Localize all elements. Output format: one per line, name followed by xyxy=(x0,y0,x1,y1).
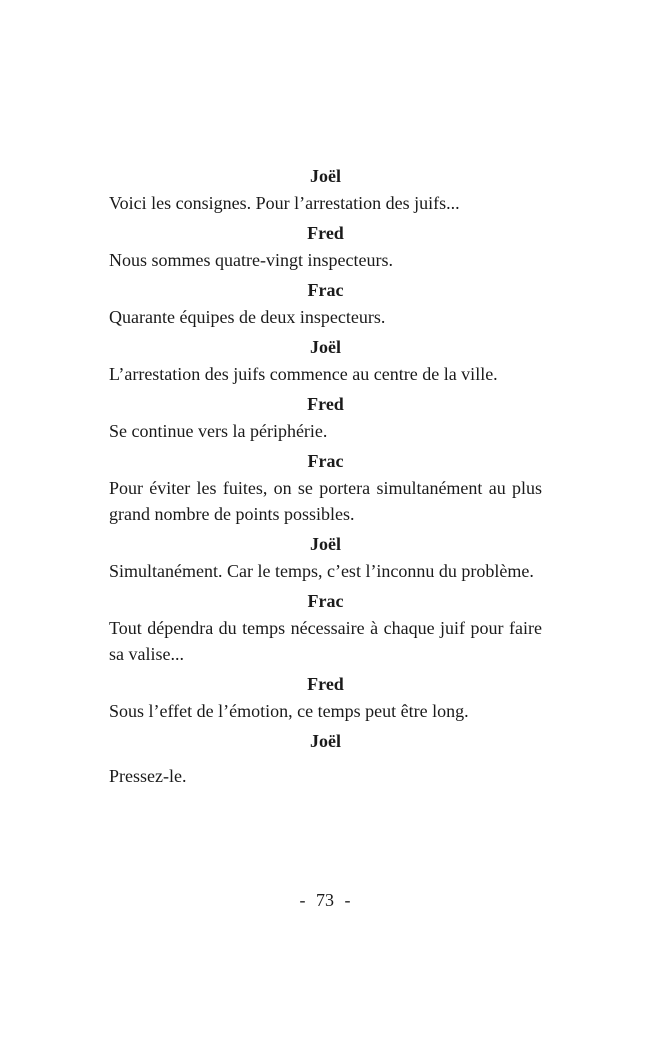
speaker-name: Fred xyxy=(307,223,344,243)
dialogue-block xyxy=(109,163,542,793)
dialogue-line: Se continue vers la périphérie. xyxy=(109,421,328,441)
speaker-name: Frac xyxy=(307,451,344,471)
speaker-name: Fred xyxy=(307,674,344,694)
speaker-name: Frac xyxy=(307,280,344,300)
speaker-name: Joël xyxy=(310,731,341,751)
dialogue-line: Quarante équipes de deux inspecteurs. xyxy=(109,307,386,327)
speaker-name: Joël xyxy=(310,337,341,357)
dialogue-line: Nous sommes quatre-vingt inspecteurs. xyxy=(109,250,393,270)
page-number: - 73 - xyxy=(299,890,351,910)
dialogue-line: Tout dépendra du temps nécessaire à chaque juif pour faire sa valise... xyxy=(109,618,542,664)
dialogue-line: Voici les consignes. Pour l’arrestation des juifs... xyxy=(109,193,460,213)
speaker-name: Fred xyxy=(307,394,344,414)
dialogue-line: L’arrestation des juifs commence au centre de la ville. xyxy=(109,364,498,384)
dialogue-line: Simultanément. Car le temps, c’est l’inconnu du problème. xyxy=(109,561,534,581)
dialogue-line: Pressez-le. xyxy=(109,766,187,786)
speaker-name: Frac xyxy=(307,591,344,611)
speaker-name: Joël xyxy=(310,534,341,554)
dialogue-line: Sous l’effet de l’émotion, ce temps peut être long. xyxy=(109,701,469,721)
speaker-name: Joël xyxy=(310,166,341,186)
dialogue-line: Pour éviter les fuites, on se portera simultanément au plus grand nombre de points possibles. xyxy=(109,478,542,524)
